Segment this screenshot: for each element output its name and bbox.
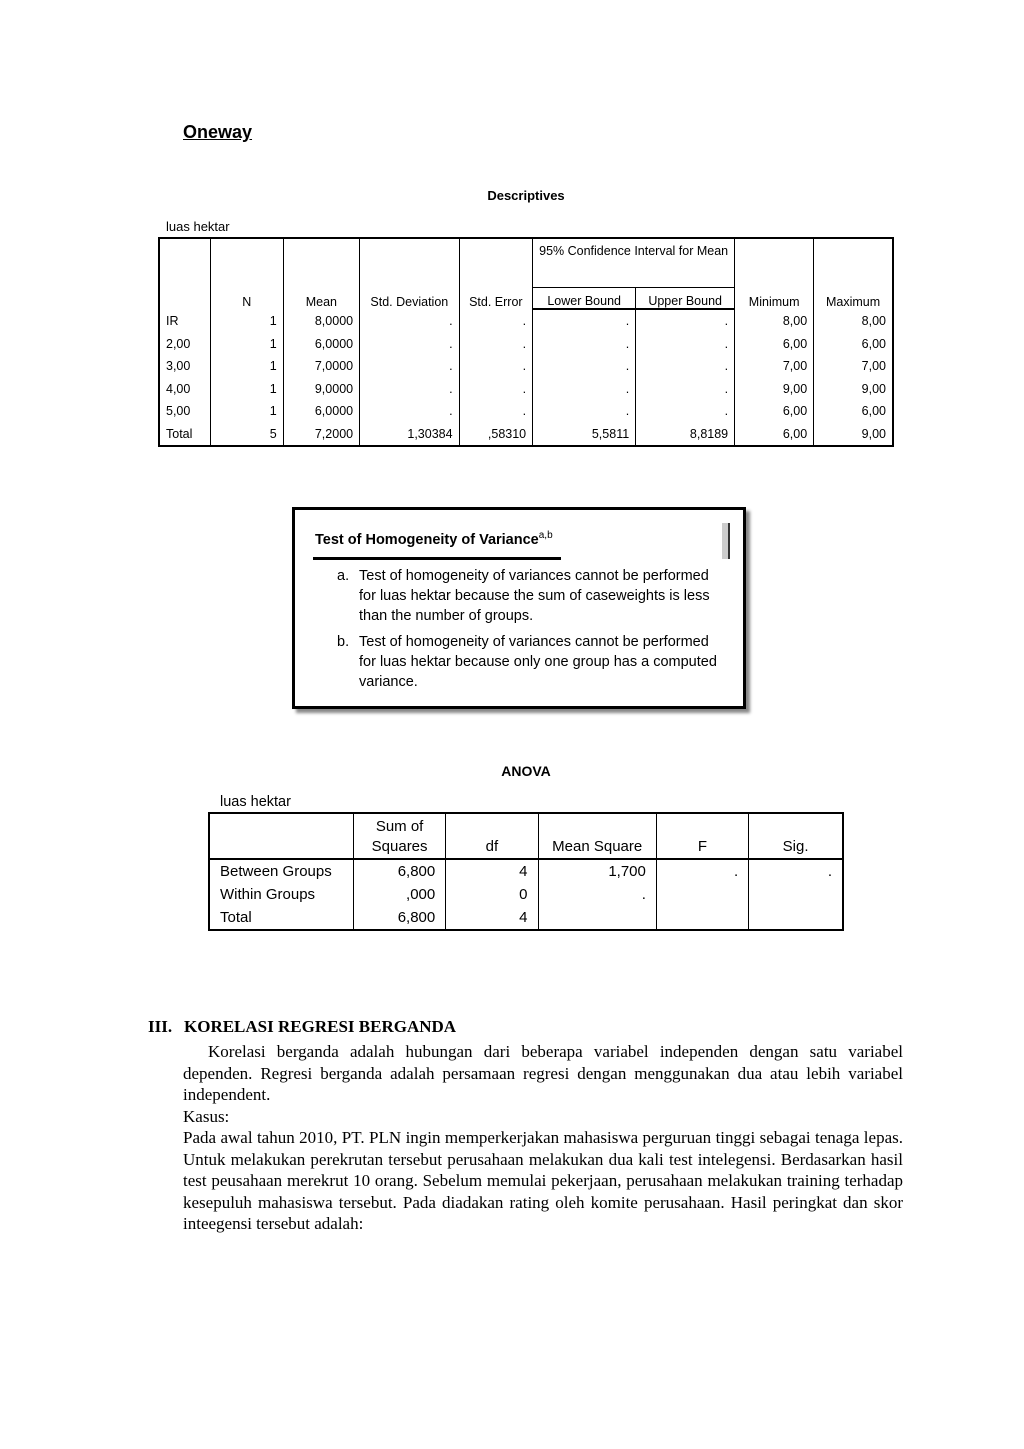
homogeneity-title-text: Test of Homogeneity of Variance [315,531,539,548]
descriptives-cell: 8,8189 [636,423,735,447]
descriptives-cell: . [360,333,459,356]
table-row [159,400,893,423]
anova-cell [538,906,656,930]
anova-cell [749,906,843,930]
note-b-text: Test of homogeneity of variances cannot be performed for luas hektar because only one group has a computed variance. [359,634,717,690]
descriptives-table [158,237,894,447]
descriptives-cell: 1 [210,309,283,333]
descriptives-cell: 5 [210,423,283,447]
desc-header-confidence-interval: 95% Confidence Interval for Mean [533,238,735,288]
descriptives-cell: 6,00 [814,400,893,423]
resize-handle [722,523,730,559]
descriptives-cell: Total [159,423,210,447]
descriptives-cell: 7,2000 [283,423,359,447]
desc-header-std-error: Std. Error [459,238,533,309]
descriptives-title: Descriptives [487,188,565,203]
descriptives-cell: . [360,309,459,333]
descriptives-cell: 6,00 [814,333,893,356]
descriptives-cell: 3,00 [159,355,210,378]
descriptives-cell: 6,00 [735,400,814,423]
note-a-label: a. [337,568,350,584]
descriptives-cell: ,58310 [459,423,533,447]
desc-header-upper-bound: Upper Bound [636,288,735,310]
descriptives-caption: luas hektar [166,219,230,234]
desc-header-std-deviation: Std. Deviation [360,238,459,309]
descriptives-cell: 7,00 [735,355,814,378]
anova-cell [749,883,843,906]
descriptives-cell: . [636,333,735,356]
anova-header-sum-of-squares: Sum of Squares [353,813,445,859]
page-heading: Oneway [183,122,253,142]
descriptives-cell: . [459,378,533,401]
descriptives-cell: 1 [210,378,283,401]
anova-cell: . [538,883,656,906]
descriptives-cell: 9,00 [814,378,893,401]
descriptives-cell: 9,0000 [283,378,359,401]
desc-header-blank [159,238,210,309]
anova-cell: 4 [446,906,538,930]
descriptives-cell: 8,00 [735,309,814,333]
descriptives-cell: . [360,378,459,401]
descriptives-cell: IR [159,309,210,333]
descriptives-cell: 6,0000 [283,400,359,423]
section-heading [148,1017,456,1037]
table-row [209,906,843,930]
descriptives-cell: 6,00 [735,333,814,356]
title-underline [313,557,561,560]
descriptives-cell: . [360,400,459,423]
anova-cell: 1,700 [538,859,656,883]
desc-header-lower-bound: Lower Bound [533,288,636,310]
desc-header-mean: Mean [283,238,359,309]
homogeneity-title [315,530,553,548]
table-row [209,859,843,883]
desc-header-n: N [210,238,283,309]
descriptives-cell: 6,00 [735,423,814,447]
descriptives-cell: . [459,309,533,333]
descriptives-cell: . [459,400,533,423]
section-title: KORELASI REGRESI BERGANDA [184,1017,457,1036]
anova-cell: ,000 [353,883,445,906]
table-row [159,378,893,401]
homogeneity-superscript: a,b [538,530,553,541]
descriptives-cell: . [533,378,636,401]
note-a-text: Test of homogeneity of variances cannot be performed for luas hektar because the sum of caseweights is less than the number of groups. [359,568,710,624]
descriptives-cell: . [459,333,533,356]
anova-body [209,859,843,930]
anova-caption: luas hektar [220,794,291,810]
paragraph-case: Pada awal tahun 2010, PT. PLN ingin memperkerjakan mahasiswa perguruan tinggi sebagai tenaga lepas. Untuk melakukan perekrutan tersebut perusahaan melakukan dua kali test intelegensi. Berdasarkan hasil test peusahaan merekrut 10 orang. Sebelum memulai pekerjaan, perusahaan melakukan training terhadap kesepuluh mahasiswa tersebut. Pada diadakan rating oleh komite perusahaan. Hasil peringkat dan skor inteegensi tersebut adalah: [183,1128,903,1233]
descriptives-cell: 1,30384 [360,423,459,447]
anova-table [208,812,844,931]
descriptives-cell: . [533,309,636,333]
descriptives-cell: 8,00 [814,309,893,333]
anova-cell [656,906,748,930]
anova-header-mean-square: Mean Square [538,813,656,859]
descriptives-cell: . [636,309,735,333]
anova-cell: 6,800 [353,906,445,930]
kasus-label: Kasus: [183,1107,230,1126]
anova-header-blank [209,813,353,859]
anova-cell: 6,800 [353,859,445,883]
descriptives-body [159,309,893,446]
anova-cell: Total [209,906,353,930]
descriptives-cell: . [360,355,459,378]
anova-header-f: F [656,813,748,859]
table-row [159,423,893,447]
descriptives-cell: . [533,400,636,423]
descriptives-cell: 5,5811 [533,423,636,447]
descriptives-cell: . [533,333,636,356]
homogeneity-note-b [337,632,717,692]
homogeneity-box [292,507,746,709]
paragraph-intro: Korelasi berganda adalah hubungan dari beberapa variabel independen dengan satu variabel dependen. Regresi berganda adalah persamaan regresi dengan menggunakan dua atau lebih variabel independent. [183,1042,903,1104]
desc-header-minimum: Minimum [735,238,814,309]
descriptives-cell: 4,00 [159,378,210,401]
anova-cell: 0 [446,883,538,906]
anova-cell [656,883,748,906]
descriptives-cell: 6,0000 [283,333,359,356]
descriptives-cell: 8,0000 [283,309,359,333]
descriptives-cell: . [459,355,533,378]
descriptives-cell: 7,00 [814,355,893,378]
anova-cell: 4 [446,859,538,883]
desc-header-maximum: Maximum [814,238,893,309]
homogeneity-note-a [337,566,717,626]
descriptives-cell: 2,00 [159,333,210,356]
anova-header-sig: Sig. [749,813,843,859]
anova-cell: Within Groups [209,883,353,906]
descriptives-cell: . [533,355,636,378]
anova-cell: . [749,859,843,883]
descriptives-cell: 9,00 [814,423,893,447]
note-b-label: b. [337,634,350,650]
descriptives-cell: 1 [210,333,283,356]
anova-header-df: df [446,813,538,859]
descriptives-cell: 7,0000 [283,355,359,378]
descriptives-cell: 5,00 [159,400,210,423]
descriptives-cell: . [636,400,735,423]
descriptives-cell: . [636,378,735,401]
descriptives-cell: 1 [210,355,283,378]
descriptives-cell: 9,00 [735,378,814,401]
table-row [209,883,843,906]
table-row [159,333,893,356]
table-row [159,355,893,378]
descriptives-cell: . [636,355,735,378]
descriptives-cell: 1 [210,400,283,423]
anova-cell: Between Groups [209,859,353,883]
table-row [159,309,893,333]
anova-title: ANOVA [501,763,551,779]
section-number: III. [148,1017,173,1036]
anova-cell: . [656,859,748,883]
